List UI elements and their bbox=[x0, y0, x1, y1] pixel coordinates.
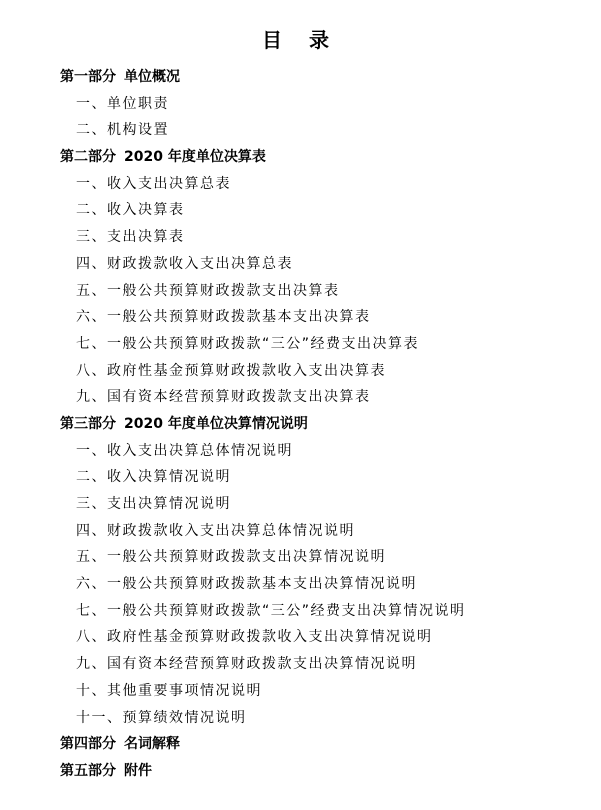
toc-item[interactable]: 五、一般公共预算财政拨款支出决算表 bbox=[76, 282, 340, 299]
toc-item[interactable]: 二、收入决算表 bbox=[76, 202, 185, 219]
toc-item[interactable]: 八、政府性基金预算财政拨款收入支出决算情况说明 bbox=[76, 629, 433, 646]
toc-item[interactable]: 一、收入支出决算总体情况说明 bbox=[76, 442, 293, 459]
part-label: 第三部分 bbox=[60, 415, 116, 432]
page-title: 目 录 bbox=[262, 28, 339, 52]
toc-part-3[interactable] bbox=[0, 411, 601, 438]
toc-part-5[interactable] bbox=[0, 758, 601, 785]
toc-item[interactable]: 二、机构设置 bbox=[76, 122, 169, 139]
toc-item[interactable]: 七、一般公共预算财政拨款“三公”经费支出决算表 bbox=[76, 335, 420, 352]
toc-item[interactable]: 四、财政拨款收入支出决算总表 bbox=[76, 255, 293, 272]
toc-item[interactable]: 九、国有资本经营预算财政拨款支出决算情况说明 bbox=[76, 656, 417, 673]
part-label: 第二部分 bbox=[60, 149, 116, 166]
part-label: 第一部分 bbox=[60, 69, 116, 85]
toc-item[interactable]: 十一、预算绩效情况说明 bbox=[76, 709, 247, 726]
toc-part-1[interactable] bbox=[0, 64, 601, 91]
part-title: 单位概况 bbox=[124, 69, 180, 85]
toc-item[interactable]: 七、一般公共预算财政拨款“三公”经费支出决算情况说明 bbox=[76, 602, 466, 619]
part-title: 2020 年度单位决算情况说明 bbox=[124, 415, 308, 432]
toc-item[interactable]: 三、支出决算表 bbox=[76, 229, 185, 246]
toc-item[interactable]: 九、国有资本经营预算财政拨款支出决算表 bbox=[76, 389, 371, 406]
toc-item[interactable]: 二、收入决算情况说明 bbox=[76, 469, 231, 486]
table-of-contents bbox=[0, 64, 601, 785]
toc-item[interactable]: 三、支出决算情况说明 bbox=[76, 496, 231, 512]
toc-part-4[interactable] bbox=[0, 731, 601, 758]
toc-item[interactable]: 五、一般公共预算财政拨款支出决算情况说明 bbox=[76, 549, 386, 566]
part-title: 2020 年度单位决算表 bbox=[124, 149, 266, 166]
part-title: 名词解释 bbox=[124, 736, 180, 753]
toc-item[interactable]: 十、其他重要事项情况说明 bbox=[76, 682, 262, 699]
toc-item[interactable]: 四、财政拨款收入支出决算总体情况说明 bbox=[76, 522, 355, 539]
toc-item[interactable]: 六、一般公共预算财政拨款基本支出决算情况说明 bbox=[76, 576, 417, 593]
part-title: 附件 bbox=[124, 762, 152, 779]
toc-item[interactable]: 一、收入支出决算总表 bbox=[76, 175, 231, 192]
toc-item[interactable]: 一、单位职责 bbox=[76, 95, 169, 112]
toc-part-2[interactable] bbox=[0, 144, 601, 171]
part-label: 第五部分 bbox=[60, 762, 116, 779]
toc-item[interactable]: 八、政府性基金预算财政拨款收入支出决算表 bbox=[76, 362, 386, 379]
part-label: 第四部分 bbox=[60, 736, 116, 753]
toc-item[interactable]: 六、一般公共预算财政拨款基本支出决算表 bbox=[76, 309, 371, 326]
